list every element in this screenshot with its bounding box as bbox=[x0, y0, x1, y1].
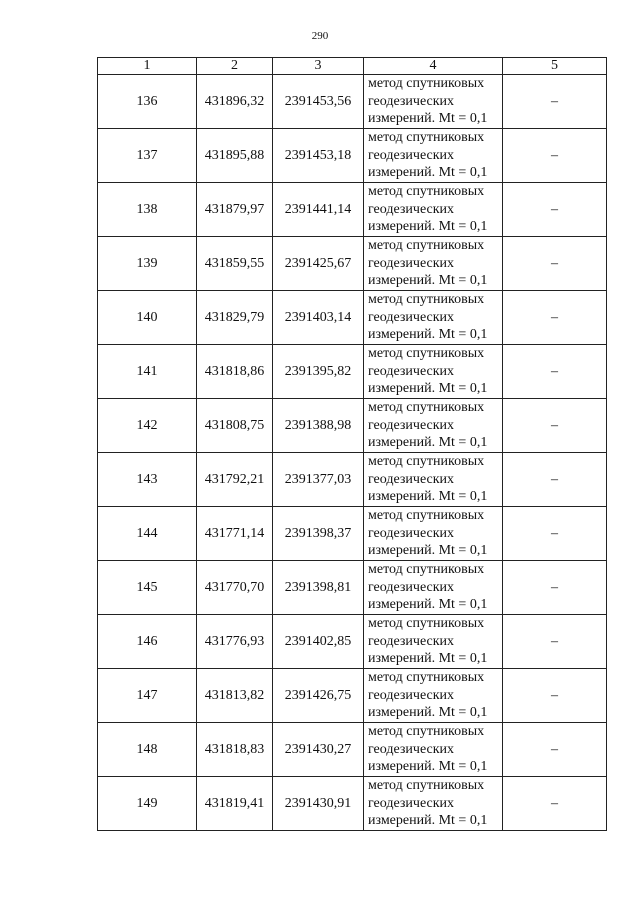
table-row bbox=[98, 561, 607, 615]
method-text-line: геодезических bbox=[368, 471, 455, 487]
note-cell: – bbox=[503, 291, 607, 345]
method-text-line: измерений. Mt = 0,1 bbox=[368, 489, 488, 505]
point-number-cell: 146 bbox=[98, 615, 197, 669]
method-text-line: метод спутниковых bbox=[368, 400, 485, 416]
method-text-line: измерений. Mt = 0,1 bbox=[368, 273, 488, 289]
x-coordinate-cell: 431859,55 bbox=[197, 237, 273, 291]
point-number-cell: 144 bbox=[98, 507, 197, 561]
point-number-cell: 148 bbox=[98, 723, 197, 777]
method-text-line: геодезических bbox=[368, 255, 455, 271]
x-coordinate-cell: 431896,32 bbox=[197, 75, 273, 129]
note-cell: – bbox=[503, 561, 607, 615]
point-number-cell: 145 bbox=[98, 561, 197, 615]
note-cell: – bbox=[503, 129, 607, 183]
table-row bbox=[98, 291, 607, 345]
header-row bbox=[98, 58, 607, 75]
note-cell: – bbox=[503, 237, 607, 291]
method-cell bbox=[364, 75, 503, 129]
method-text-line: геодезических bbox=[368, 795, 455, 811]
method-text-line: геодезических bbox=[368, 309, 455, 325]
method-text-line: метод спутниковых bbox=[368, 670, 485, 686]
x-coordinate-cell: 431895,88 bbox=[197, 129, 273, 183]
method-cell bbox=[364, 507, 503, 561]
method-text-line: измерений. Mt = 0,1 bbox=[368, 111, 488, 127]
method-text-line: измерений. Mt = 0,1 bbox=[368, 813, 488, 829]
y-coordinate-cell: 2391403,14 bbox=[273, 291, 364, 345]
method-text-line: геодезических bbox=[368, 201, 455, 217]
table-row bbox=[98, 237, 607, 291]
x-coordinate-cell: 431771,14 bbox=[197, 507, 273, 561]
y-coordinate-cell: 2391402,85 bbox=[273, 615, 364, 669]
method-cell bbox=[364, 129, 503, 183]
x-coordinate-cell: 431813,82 bbox=[197, 669, 273, 723]
method-cell bbox=[364, 723, 503, 777]
table-row bbox=[98, 129, 607, 183]
y-coordinate-cell: 2391398,37 bbox=[273, 507, 364, 561]
x-coordinate-cell: 431792,21 bbox=[197, 453, 273, 507]
y-coordinate-cell: 2391453,56 bbox=[273, 75, 364, 129]
method-cell bbox=[364, 183, 503, 237]
header-col-2: 2 bbox=[197, 58, 273, 75]
method-cell bbox=[364, 777, 503, 831]
header-col-3: 3 bbox=[273, 58, 364, 75]
x-coordinate-cell: 431818,86 bbox=[197, 345, 273, 399]
note-cell: – bbox=[503, 345, 607, 399]
method-text-line: геодезических bbox=[368, 741, 455, 757]
x-coordinate-cell: 431776,93 bbox=[197, 615, 273, 669]
method-text-line: измерений. Mt = 0,1 bbox=[368, 435, 488, 451]
method-text-line: геодезических bbox=[368, 93, 455, 109]
method-text-line: метод спутниковых bbox=[368, 454, 485, 470]
x-coordinate-cell: 431879,97 bbox=[197, 183, 273, 237]
method-cell bbox=[364, 669, 503, 723]
note-cell: – bbox=[503, 507, 607, 561]
method-text-line: геодезических bbox=[368, 579, 455, 595]
method-cell bbox=[364, 399, 503, 453]
method-text-line: геодезических bbox=[368, 363, 455, 379]
note-cell: – bbox=[503, 453, 607, 507]
method-text-line: метод спутниковых bbox=[368, 130, 485, 146]
table-row bbox=[98, 615, 607, 669]
coordinates-table bbox=[97, 57, 607, 831]
method-text-line: метод спутниковых bbox=[368, 562, 485, 578]
note-cell: – bbox=[503, 723, 607, 777]
y-coordinate-cell: 2391388,98 bbox=[273, 399, 364, 453]
note-cell: – bbox=[503, 75, 607, 129]
method-text-line: метод спутниковых bbox=[368, 76, 485, 92]
point-number-cell: 143 bbox=[98, 453, 197, 507]
y-coordinate-cell: 2391441,14 bbox=[273, 183, 364, 237]
method-cell bbox=[364, 615, 503, 669]
table-row bbox=[98, 183, 607, 237]
method-text-line: измерений. Mt = 0,1 bbox=[368, 219, 488, 235]
method-text-line: измерений. Mt = 0,1 bbox=[368, 705, 488, 721]
x-coordinate-cell: 431819,41 bbox=[197, 777, 273, 831]
y-coordinate-cell: 2391395,82 bbox=[273, 345, 364, 399]
x-coordinate-cell: 431770,70 bbox=[197, 561, 273, 615]
method-text-line: измерений. Mt = 0,1 bbox=[368, 327, 488, 343]
y-coordinate-cell: 2391426,75 bbox=[273, 669, 364, 723]
note-cell: – bbox=[503, 669, 607, 723]
x-coordinate-cell: 431818,83 bbox=[197, 723, 273, 777]
point-number-cell: 147 bbox=[98, 669, 197, 723]
method-text-line: метод спутниковых bbox=[368, 616, 485, 632]
method-text-line: геодезических bbox=[368, 633, 455, 649]
table-row bbox=[98, 399, 607, 453]
table-row bbox=[98, 723, 607, 777]
method-text-line: измерений. Mt = 0,1 bbox=[368, 165, 488, 181]
method-cell bbox=[364, 237, 503, 291]
method-text-line: измерений. Mt = 0,1 bbox=[368, 759, 488, 775]
x-coordinate-cell: 431829,79 bbox=[197, 291, 273, 345]
header-col-4: 4 bbox=[364, 58, 503, 75]
header-col-1: 1 bbox=[98, 58, 197, 75]
method-text-line: метод спутниковых bbox=[368, 508, 485, 524]
method-cell bbox=[364, 453, 503, 507]
method-text-line: метод спутниковых bbox=[368, 238, 485, 254]
method-text-line: метод спутниковых bbox=[368, 724, 485, 740]
point-number-cell: 141 bbox=[98, 345, 197, 399]
note-cell: – bbox=[503, 777, 607, 831]
method-text-line: геодезических bbox=[368, 147, 455, 163]
method-text-line: измерений. Mt = 0,1 bbox=[368, 651, 488, 667]
y-coordinate-cell: 2391398,81 bbox=[273, 561, 364, 615]
note-cell: – bbox=[503, 183, 607, 237]
y-coordinate-cell: 2391430,27 bbox=[273, 723, 364, 777]
table-row bbox=[98, 75, 607, 129]
point-number-cell: 139 bbox=[98, 237, 197, 291]
point-number-cell: 137 bbox=[98, 129, 197, 183]
point-number-cell: 138 bbox=[98, 183, 197, 237]
table-row bbox=[98, 345, 607, 399]
method-cell bbox=[364, 291, 503, 345]
method-text-line: геодезических bbox=[368, 687, 455, 703]
method-text-line: геодезических bbox=[368, 525, 455, 541]
method-text-line: измерений. Mt = 0,1 bbox=[368, 381, 488, 397]
page-number: 290 bbox=[311, 30, 329, 42]
method-text-line: геодезических bbox=[368, 417, 455, 433]
method-cell bbox=[364, 345, 503, 399]
point-number-cell: 136 bbox=[98, 75, 197, 129]
y-coordinate-cell: 2391377,03 bbox=[273, 453, 364, 507]
method-text-line: метод спутниковых bbox=[368, 184, 485, 200]
method-text-line: измерений. Mt = 0,1 bbox=[368, 597, 488, 613]
method-cell bbox=[364, 561, 503, 615]
y-coordinate-cell: 2391425,67 bbox=[273, 237, 364, 291]
table-row bbox=[98, 669, 607, 723]
table-row bbox=[98, 507, 607, 561]
method-text-line: измерений. Mt = 0,1 bbox=[368, 543, 488, 559]
point-number-cell: 142 bbox=[98, 399, 197, 453]
method-text-line: метод спутниковых bbox=[368, 292, 485, 308]
y-coordinate-cell: 2391453,18 bbox=[273, 129, 364, 183]
point-number-cell: 140 bbox=[98, 291, 197, 345]
method-text-line: метод спутниковых bbox=[368, 778, 485, 794]
method-text-line: метод спутниковых bbox=[368, 346, 485, 362]
note-cell: – bbox=[503, 399, 607, 453]
header-col-5: 5 bbox=[503, 58, 607, 75]
note-cell: – bbox=[503, 615, 607, 669]
table-row bbox=[98, 777, 607, 831]
point-number-cell: 149 bbox=[98, 777, 197, 831]
table-body bbox=[98, 75, 607, 831]
x-coordinate-cell: 431808,75 bbox=[197, 399, 273, 453]
table-header bbox=[98, 58, 607, 75]
y-coordinate-cell: 2391430,91 bbox=[273, 777, 364, 831]
table-row bbox=[98, 453, 607, 507]
